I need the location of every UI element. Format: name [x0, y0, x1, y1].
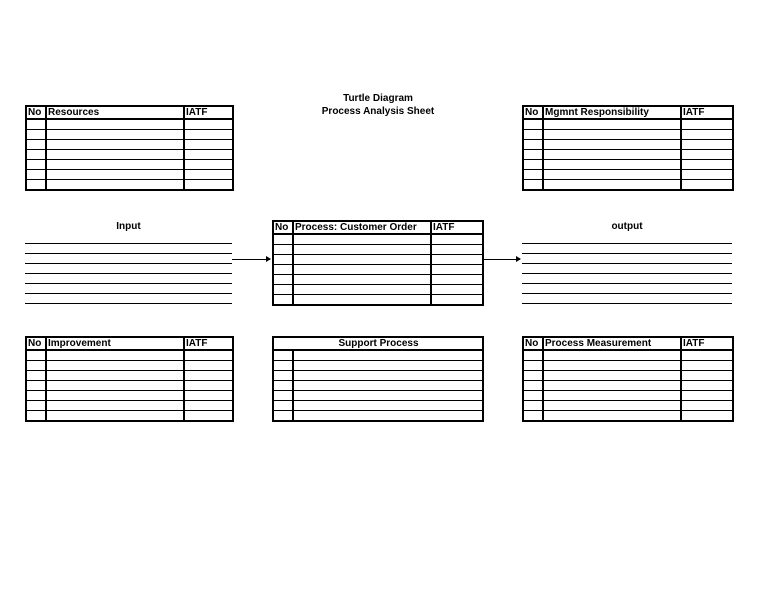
table-row[interactable] — [26, 160, 233, 170]
mgmt-no-header: No — [523, 106, 543, 119]
table-row[interactable] — [273, 285, 483, 295]
table-row[interactable] — [26, 411, 233, 422]
table-row[interactable] — [273, 391, 483, 401]
table-row[interactable] — [26, 180, 233, 191]
resources-table — [25, 105, 234, 191]
table-header-row — [26, 106, 233, 119]
table-row[interactable] — [523, 371, 733, 381]
table-row[interactable] — [273, 350, 483, 361]
table-row[interactable] — [523, 140, 733, 150]
mgmt-name-header: Mgmnt Responsibility — [543, 106, 681, 119]
process-no-header: No — [273, 221, 293, 234]
process-name-header: Process: Customer Order — [293, 221, 431, 234]
mgmt-responsibility-table — [522, 105, 734, 191]
table-row[interactable] — [273, 234, 483, 245]
output-lines — [522, 243, 732, 313]
table-row[interactable] — [523, 170, 733, 180]
table-row[interactable] — [26, 130, 233, 140]
improvement-no-header: No — [26, 337, 46, 350]
improvement-table — [25, 336, 234, 422]
support-process-table — [272, 336, 484, 422]
support-process-header: Support Process — [273, 337, 483, 350]
table-row[interactable] — [523, 150, 733, 160]
table-row[interactable] — [523, 160, 733, 170]
measurement-name-header: Process Measurement — [543, 337, 681, 350]
mgmt-iatf-header: IATF — [681, 106, 733, 119]
table-header-row — [523, 106, 733, 119]
table-header-row — [273, 221, 483, 234]
table-row[interactable] — [26, 381, 233, 391]
resources-iatf-header: IATF — [184, 106, 233, 119]
input-lines — [25, 243, 232, 313]
table-row[interactable] — [273, 275, 483, 285]
table-row[interactable] — [523, 401, 733, 411]
input-label: Input — [116, 221, 141, 232]
table-header-row — [523, 337, 733, 350]
table-row[interactable] — [26, 170, 233, 180]
table-row[interactable] — [523, 361, 733, 371]
table-row[interactable] — [26, 119, 233, 130]
improvement-name-header: Improvement — [46, 337, 184, 350]
output-arrow-icon — [482, 259, 520, 260]
process-table — [272, 220, 484, 306]
table-row[interactable] — [273, 371, 483, 381]
measurement-no-header: No — [523, 337, 543, 350]
table-row[interactable] — [523, 180, 733, 191]
table-row[interactable] — [523, 130, 733, 140]
process-iatf-header: IATF — [431, 221, 483, 234]
measurement-iatf-header: IATF — [681, 337, 733, 350]
table-header-row — [273, 337, 483, 350]
sheet-subtitle: Process Analysis Sheet — [321, 106, 435, 117]
resources-no-header: No — [26, 106, 46, 119]
table-row[interactable] — [523, 119, 733, 130]
table-row[interactable] — [26, 371, 233, 381]
process-measurement-table — [522, 336, 734, 422]
table-row[interactable] — [273, 255, 483, 265]
improvement-iatf-header: IATF — [184, 337, 233, 350]
table-row[interactable] — [26, 350, 233, 361]
table-row[interactable] — [523, 391, 733, 401]
resources-name-header: Resources — [46, 106, 184, 119]
table-row[interactable] — [273, 401, 483, 411]
table-row[interactable] — [26, 150, 233, 160]
table-row[interactable] — [523, 411, 733, 422]
input-arrow-icon — [232, 259, 270, 260]
table-row[interactable] — [273, 381, 483, 391]
table-row[interactable] — [273, 411, 483, 422]
table-row[interactable] — [523, 381, 733, 391]
table-row[interactable] — [26, 361, 233, 371]
table-row[interactable] — [273, 265, 483, 275]
table-header-row — [26, 337, 233, 350]
table-row[interactable] — [273, 245, 483, 255]
table-row[interactable] — [523, 350, 733, 361]
table-row[interactable] — [26, 140, 233, 150]
table-row[interactable] — [26, 401, 233, 411]
table-row[interactable] — [26, 391, 233, 401]
sheet-title: Turtle Diagram — [343, 93, 413, 104]
table-row[interactable] — [273, 361, 483, 371]
table-row[interactable] — [273, 295, 483, 306]
output-label: output — [611, 221, 643, 232]
